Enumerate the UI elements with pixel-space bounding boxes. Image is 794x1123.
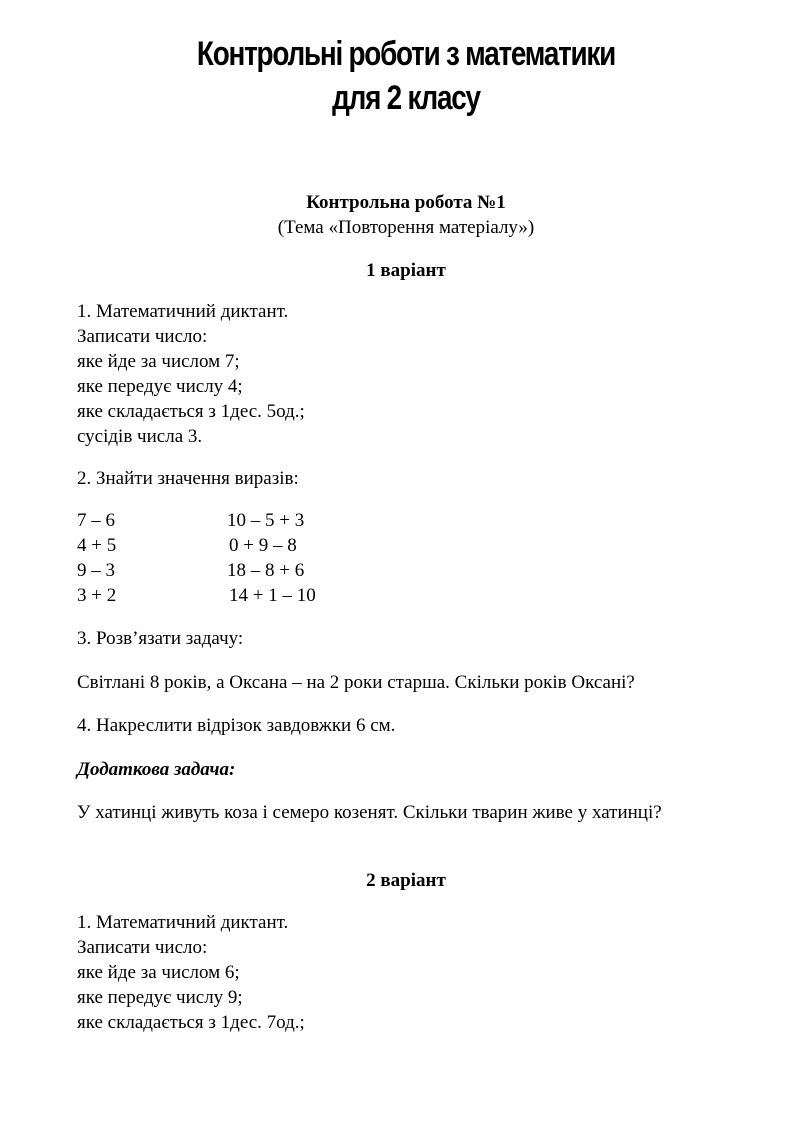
task-title: 1. Математичний диктант. bbox=[77, 912, 289, 933]
task-line: яке передує числу 4; bbox=[77, 376, 243, 397]
task-line: Записати число: bbox=[77, 326, 208, 347]
expression-right: 18 – 8 + 6 bbox=[227, 560, 305, 581]
variant-2-task-1 bbox=[77, 910, 737, 1035]
expression-right: 14 + 1 – 10 bbox=[229, 585, 316, 606]
variant-1-expressions bbox=[77, 508, 737, 608]
variant-1-task-3-title: 3. Розв’язати задачу: bbox=[77, 628, 244, 649]
variant-1-task-4-title: 4. Накреслити відрізок завдовжки 6 см. bbox=[77, 715, 396, 736]
variant-1-task-2-title: 2. Знайти значення виразів: bbox=[77, 468, 299, 489]
expression-left: 4 + 5 bbox=[77, 535, 117, 556]
expression-left: 7 – 6 bbox=[77, 510, 115, 531]
variant-1-task-3-text: Світлані 8 років, а Оксана – на 2 роки старша. Скільки років Оксані? bbox=[77, 672, 635, 693]
expression-right: 10 – 5 + 3 bbox=[227, 510, 305, 531]
variant-1-task-1 bbox=[77, 299, 737, 449]
expression-left: 3 + 2 bbox=[77, 585, 117, 606]
expression-row bbox=[77, 508, 737, 533]
variant-1-label: 1 варіант bbox=[366, 260, 446, 281]
task-line: яке йде за числом 6; bbox=[77, 962, 240, 983]
expression-row bbox=[77, 583, 737, 608]
work-heading: Контрольна робота №1 bbox=[306, 192, 506, 213]
task-line: сусідів числа 3. bbox=[77, 426, 203, 447]
task-line: яке йде за числом 7; bbox=[77, 351, 240, 372]
expression-row bbox=[77, 533, 737, 558]
variant-2-label: 2 варіант bbox=[366, 870, 446, 891]
task-line: Записати число: bbox=[77, 937, 208, 958]
document-title-line-1: Контрольні роботи з математики bbox=[196, 35, 616, 73]
task-line: яке передує числу 9; bbox=[77, 987, 243, 1008]
task-line: яке складається з 1дес. 5од.; bbox=[77, 401, 305, 422]
expression-left: 9 – 3 bbox=[77, 560, 115, 581]
document-title-line-2: для 2 класу bbox=[332, 79, 480, 117]
document-title bbox=[73, 32, 739, 120]
task-title: 1. Математичний диктант. bbox=[77, 301, 289, 322]
work-topic: (Тема «Повторення матеріалу») bbox=[277, 217, 535, 238]
extra-task-text: У хатинці живуть коза і семеро козенят. Скільки тварин живе у хатинці? bbox=[77, 802, 662, 823]
expression-right: 0 + 9 – 8 bbox=[229, 535, 297, 556]
extra-task-heading: Додаткова задача: bbox=[77, 759, 236, 780]
task-line: яке складається з 1дес. 7од.; bbox=[77, 1012, 305, 1033]
expression-row bbox=[77, 558, 737, 583]
